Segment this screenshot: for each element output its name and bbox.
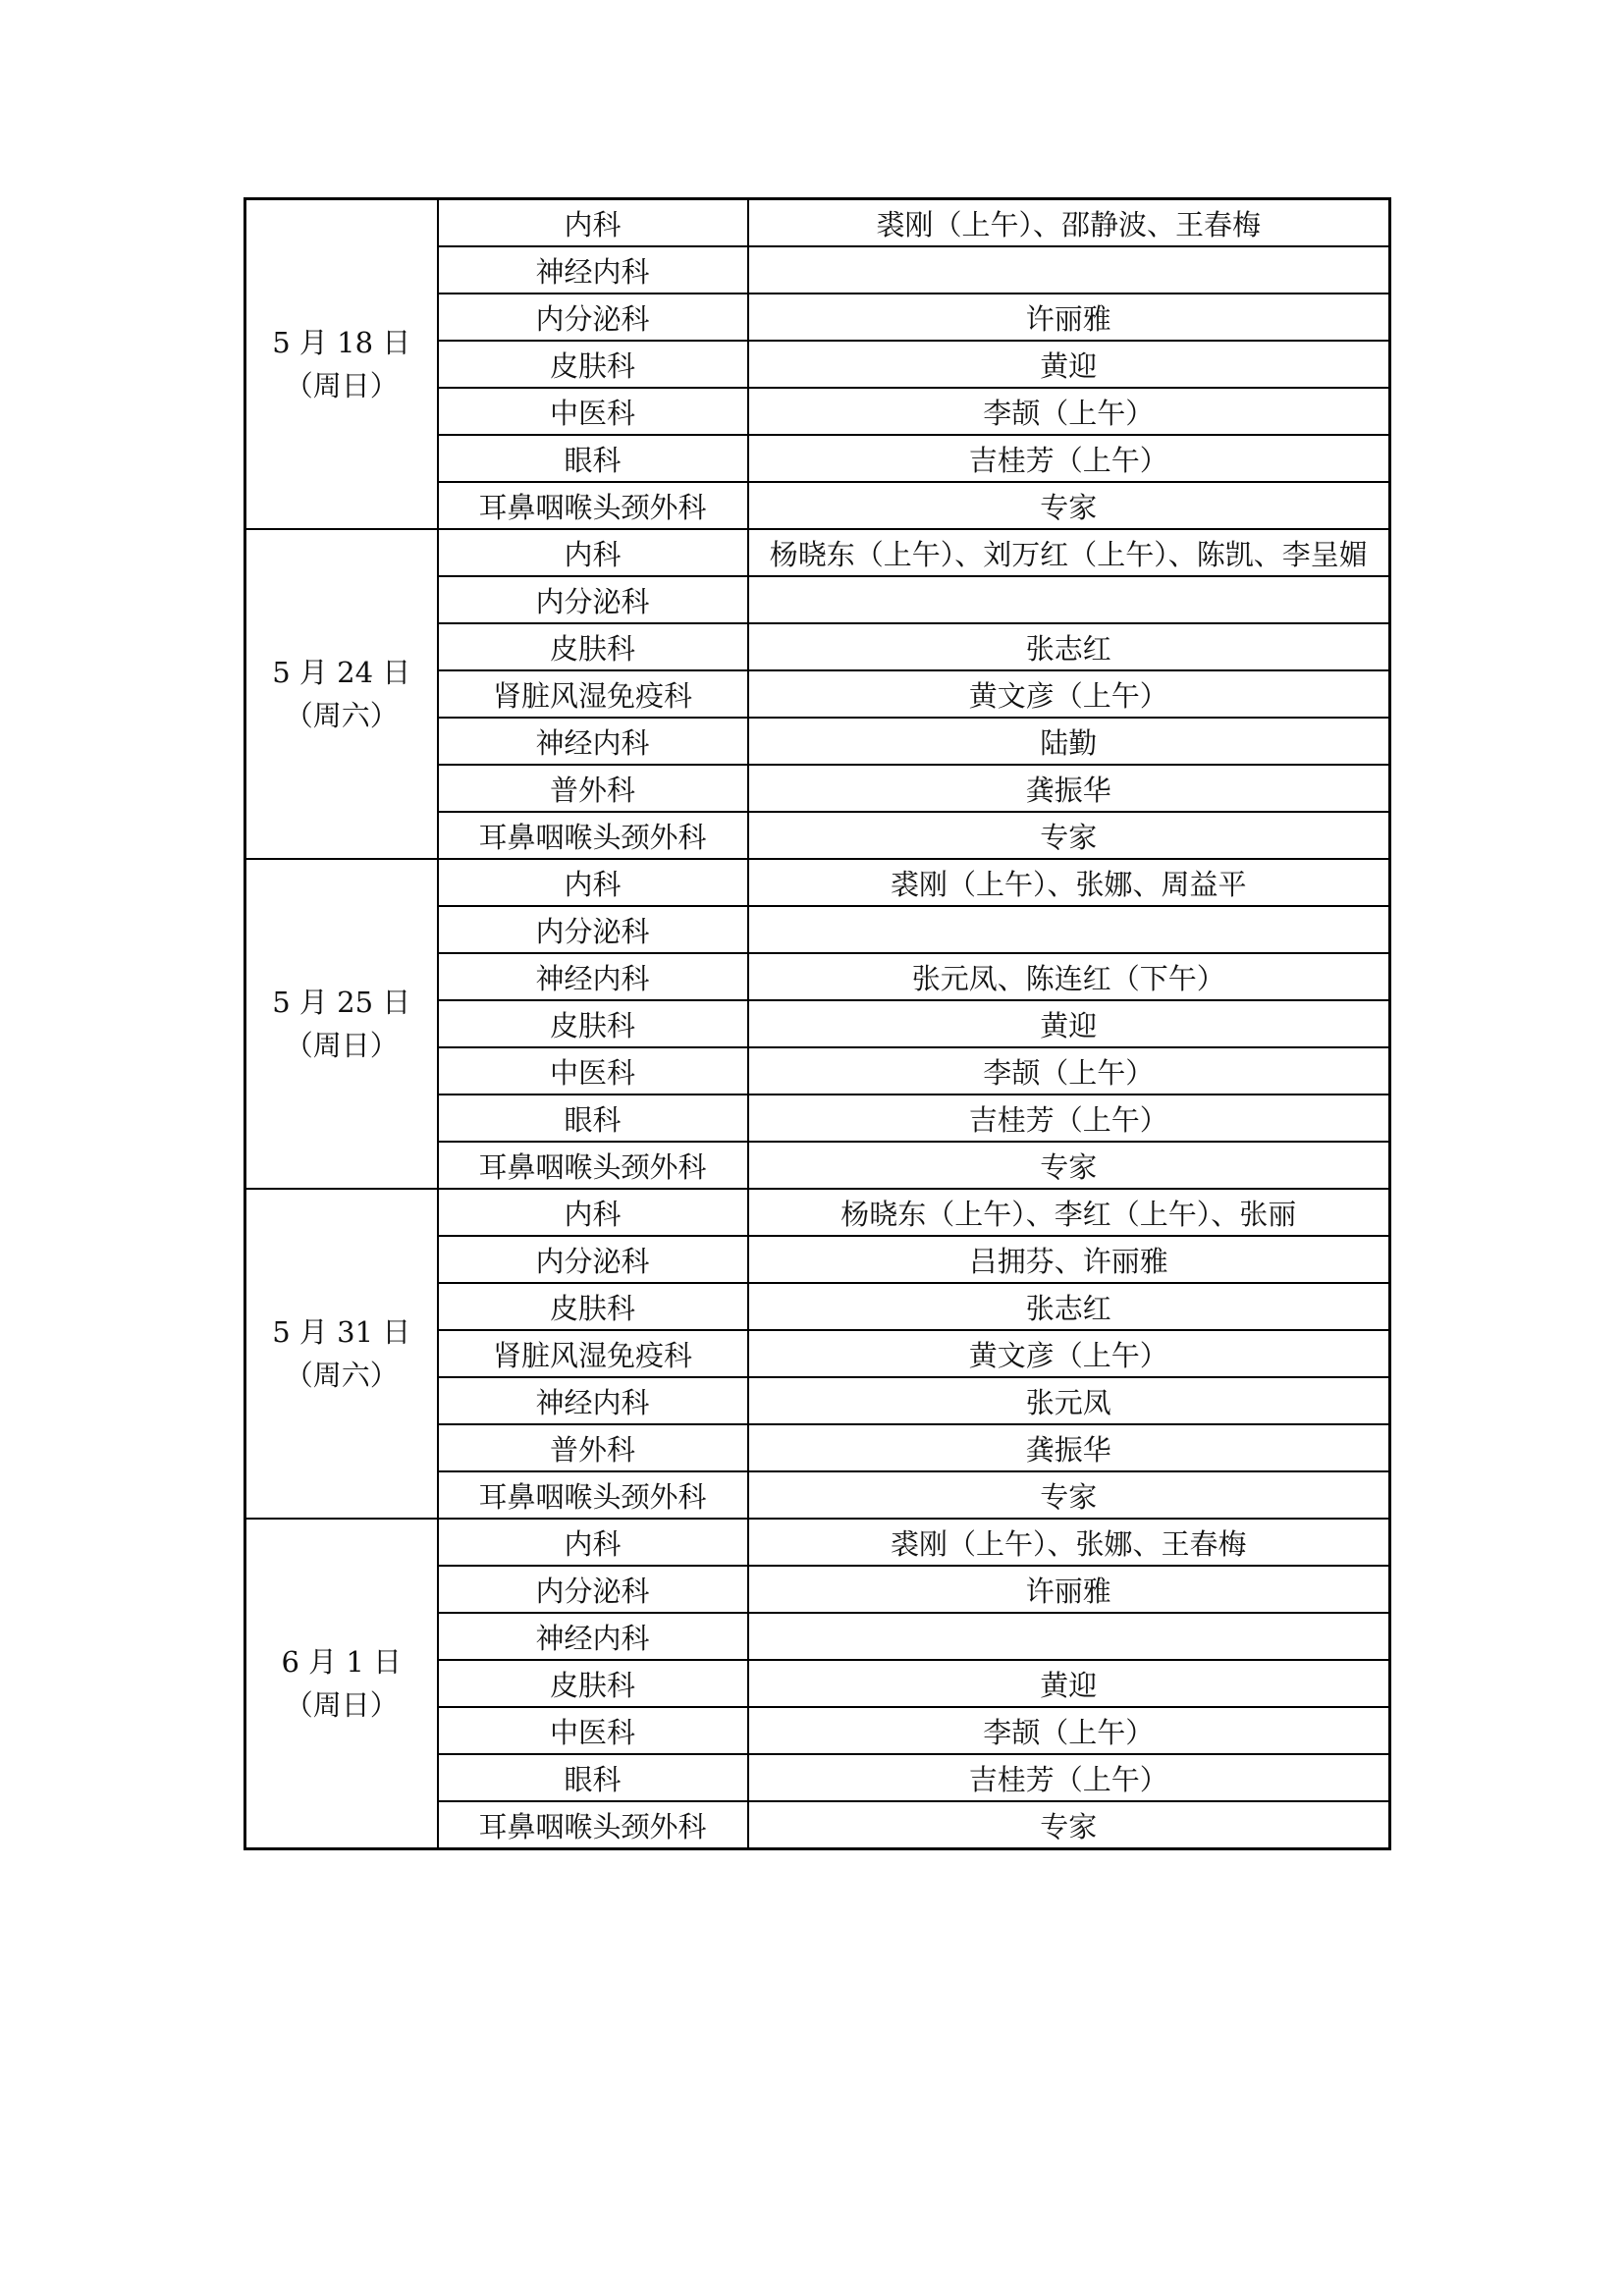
doctors-cell: 黄迎 [748,1660,1390,1707]
doctors-cell: 黄迎 [748,1000,1390,1047]
department-cell: 神经内科 [438,718,748,765]
doctors-cell: 杨晓东（上午）、刘万红（上午）、陈凯、李呈媚 [748,529,1390,576]
doctors-cell: 杨晓东（上午）、李红（上午）、张丽 [748,1189,1390,1236]
date-cell [245,859,438,1189]
schedule-row [245,1519,1390,1566]
department-cell: 眼科 [438,1754,748,1801]
doctors-cell: 龚振华 [748,765,1390,812]
doctors-cell: 李颉（上午） [748,1047,1390,1095]
schedule-row [245,529,1390,576]
department-cell: 普外科 [438,765,748,812]
date-label: 6 月 1 日 [281,1645,403,1679]
schedule-body [245,199,1390,1849]
department-cell: 普外科 [438,1424,748,1471]
doctors-cell: 张志红 [748,1283,1390,1330]
department-cell: 皮肤科 [438,341,748,388]
department-cell: 中医科 [438,388,748,435]
date-label: 5 月 18 日 [272,326,411,359]
schedule-row [245,1189,1390,1236]
doctors-cell: 李颉（上午） [748,388,1390,435]
department-cell: 中医科 [438,1047,748,1095]
department-cell: 内分泌科 [438,906,748,953]
doctors-cell: 专家 [748,812,1390,859]
department-cell: 耳鼻咽喉头颈外科 [438,482,748,529]
doctors-cell: 黄迎 [748,341,1390,388]
doctors-cell [748,576,1390,623]
doctors-cell [748,1613,1390,1660]
department-cell: 耳鼻咽喉头颈外科 [438,812,748,859]
date-label: 5 月 24 日 [272,656,411,689]
doctors-cell: 李颉（上午） [748,1707,1390,1754]
department-cell: 耳鼻咽喉头颈外科 [438,1801,748,1849]
department-cell: 中医科 [438,1707,748,1754]
doctors-cell [748,906,1390,953]
doctors-cell: 吉桂芳（上午） [748,1095,1390,1142]
doctors-cell: 张志红 [748,623,1390,670]
department-cell: 内分泌科 [438,294,748,341]
clinic-schedule-table [244,197,1391,1850]
department-cell: 肾脏风湿免疫科 [438,670,748,718]
doctors-cell: 黄文彦（上午） [748,670,1390,718]
department-cell: 耳鼻咽喉头颈外科 [438,1142,748,1189]
doctors-cell: 黄文彦（上午） [748,1330,1390,1377]
doctors-cell: 专家 [748,1801,1390,1849]
department-cell: 内分泌科 [438,576,748,623]
doctors-cell: 吉桂芳（上午） [748,435,1390,482]
department-cell: 肾脏风湿免疫科 [438,1330,748,1377]
department-cell: 神经内科 [438,953,748,1000]
date-cell [245,529,438,859]
department-cell: 神经内科 [438,1377,748,1424]
date-label: 5 月 25 日 [272,986,411,1019]
doctors-cell: 张元凤 [748,1377,1390,1424]
doctors-cell: 许丽雅 [748,1566,1390,1613]
doctors-cell: 吕拥芬、许丽雅 [748,1236,1390,1283]
doctors-cell: 专家 [748,482,1390,529]
doctors-cell: 许丽雅 [748,294,1390,341]
department-cell: 内科 [438,859,748,906]
department-cell: 皮肤科 [438,1660,748,1707]
department-cell: 内分泌科 [438,1236,748,1283]
doctors-cell: 龚振华 [748,1424,1390,1471]
weekday-label: （周日） [284,369,399,402]
doctors-cell: 吉桂芳（上午） [748,1754,1390,1801]
department-cell: 神经内科 [438,246,748,294]
doctors-cell: 裘刚（上午）、张娜、周益平 [748,859,1390,906]
schedule-row [245,859,1390,906]
department-cell: 眼科 [438,1095,748,1142]
department-cell: 内科 [438,199,748,247]
department-cell: 内科 [438,1519,748,1566]
department-cell: 内科 [438,1189,748,1236]
date-cell [245,1519,438,1849]
department-cell: 皮肤科 [438,623,748,670]
department-cell: 神经内科 [438,1613,748,1660]
doctors-cell: 裘刚（上午）、邵静波、王春梅 [748,199,1390,247]
department-cell: 内分泌科 [438,1566,748,1613]
department-cell: 内科 [438,529,748,576]
weekday-label: （周日） [284,1688,399,1722]
doctors-cell: 张元凤、陈连红（下午） [748,953,1390,1000]
doctors-cell: 专家 [748,1471,1390,1519]
department-cell: 眼科 [438,435,748,482]
doctors-cell: 专家 [748,1142,1390,1189]
weekday-label: （周六） [284,699,399,732]
doctors-cell [748,246,1390,294]
weekday-label: （周日） [284,1029,399,1062]
doctors-cell: 裘刚（上午）、张娜、王春梅 [748,1519,1390,1566]
department-cell: 耳鼻咽喉头颈外科 [438,1471,748,1519]
schedule-row [245,199,1390,247]
date-cell [245,1189,438,1519]
department-cell: 皮肤科 [438,1000,748,1047]
date-label: 5 月 31 日 [272,1315,411,1349]
doctors-cell: 陆勤 [748,718,1390,765]
department-cell: 皮肤科 [438,1283,748,1330]
date-cell [245,199,438,530]
weekday-label: （周六） [284,1359,399,1392]
